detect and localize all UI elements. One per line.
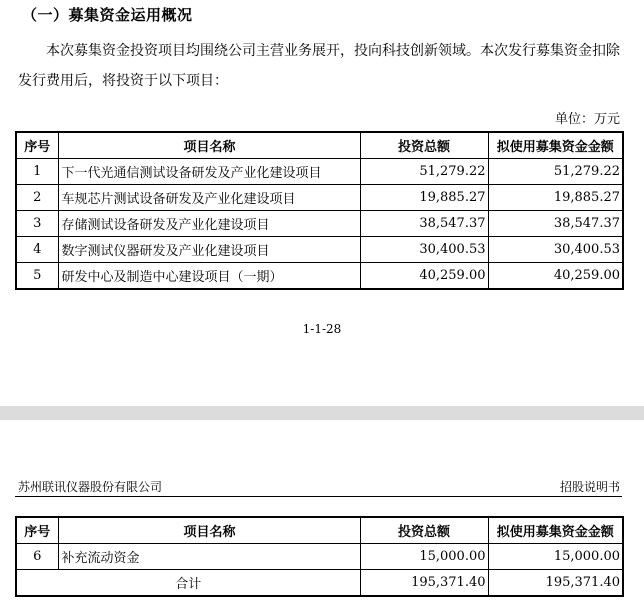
unit-label: 单位：万元 [554,112,620,127]
table-row [16,544,623,570]
row-use: 40,259.00 [488,263,623,290]
intro-paragraph: 本次募集资金投资项目均围绕公司主营业务展开，投向科技创新领域。本次发行募集资金扣除发行费用后，将投资于以下项目： [18,43,620,89]
col-header-name: 项目名称 [58,132,360,159]
table-header-row [16,132,623,159]
header-rule [15,496,622,497]
total-row [16,570,623,597]
row-total: 51,279.22 [360,159,488,185]
col-header-name: 项目名称 [58,517,360,544]
section-heading: （一）募集资金运用概况 [22,6,193,24]
col-header-use: 拟使用募集资金金额 [488,517,623,544]
col-header-total: 投资总额 [360,132,488,159]
header-company: 苏州联讯仪器股份有限公司 [18,480,163,494]
row-no: 2 [16,185,58,211]
page-number: 1-1-28 [302,322,342,336]
col-header-no: 序号 [16,517,58,544]
row-total: 40,259.00 [360,263,488,290]
row-no: 4 [16,237,58,263]
row-use: 19,885.27 [488,185,623,211]
row-name: 数字测试仪器研发及产业化建设项目 [58,237,360,263]
page-2 [0,420,644,608]
row-name: 车规芯片测试设备研发及产业化建设项目 [58,185,360,211]
total-label: 合计 [16,570,360,597]
row-total: 15,000.00 [360,544,488,570]
page-gap [0,406,644,420]
row-name: 存储测试设备研发及产业化建设项目 [58,211,360,237]
table-row [16,237,623,263]
col-header-use: 拟使用募集资金金额 [488,132,623,159]
table-row [16,263,623,290]
table-row [16,211,623,237]
row-total: 30,400.53 [360,237,488,263]
row-name: 研发中心及制造中心建设项目（一期） [58,263,360,290]
row-no: 5 [16,263,58,290]
total-investment: 195,371.40 [360,570,488,597]
fund-table-part2 [15,516,624,597]
row-use: 51,279.22 [488,159,623,185]
row-total: 38,547.37 [360,211,488,237]
row-use: 38,547.37 [488,211,623,237]
row-no: 6 [16,544,58,570]
total-use: 195,371.40 [488,570,623,597]
row-no: 3 [16,211,58,237]
col-header-total: 投资总额 [360,517,488,544]
row-name: 补充流动资金 [58,544,360,570]
row-total: 19,885.27 [360,185,488,211]
fund-table-part1 [15,131,624,290]
header-doc-type: 招股说明书 [559,480,620,494]
table-row [16,185,623,211]
row-use: 30,400.53 [488,237,623,263]
row-name: 下一代光通信测试设备研发及产业化建设项目 [58,159,360,185]
row-use: 15,000.00 [488,544,623,570]
col-header-no: 序号 [16,132,58,159]
row-no: 1 [16,159,58,185]
table-header-row [16,517,623,544]
table-row [16,159,623,185]
